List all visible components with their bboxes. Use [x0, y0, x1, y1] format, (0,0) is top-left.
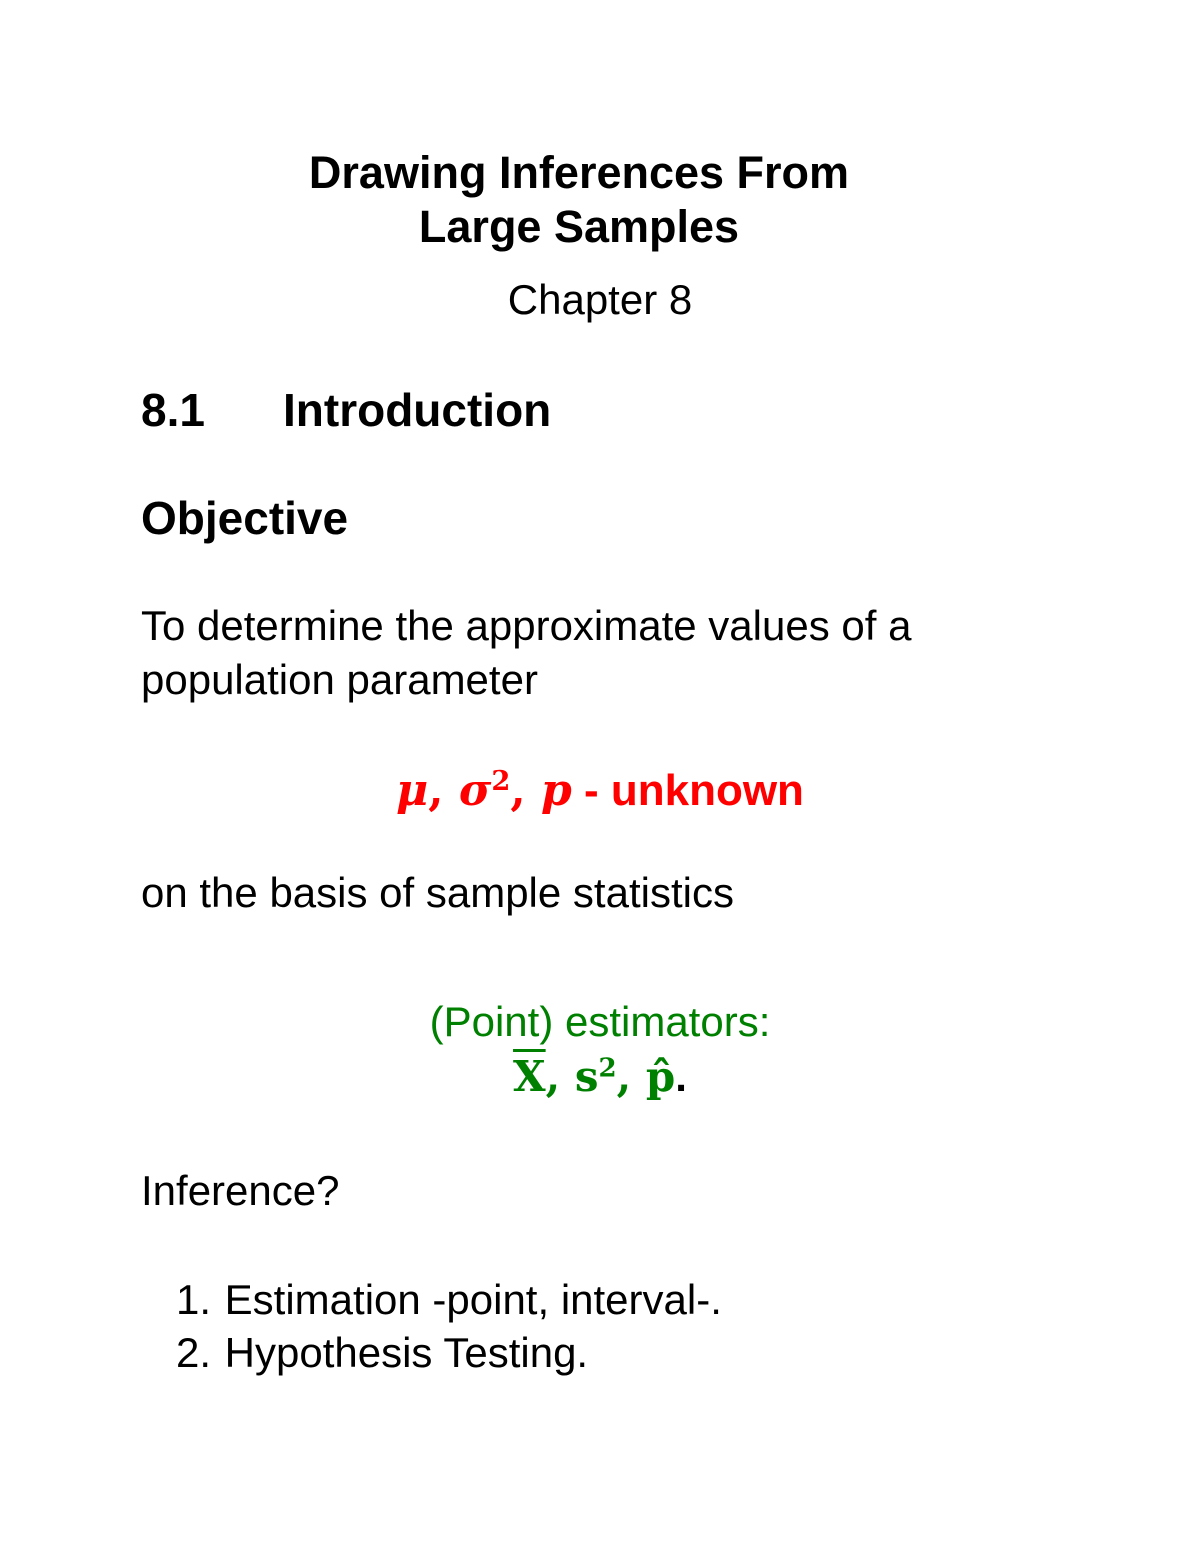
list-item — [141, 1329, 588, 1377]
basis-line: on the basis of sample statistics — [141, 869, 734, 916]
list-item-text: Hypothesis Testing. — [224, 1329, 589, 1376]
estimators-label: (Point) estimators: — [429, 998, 771, 1045]
estimators-symbols — [0, 1052, 1200, 1101]
mu-symbol: μ — [396, 765, 429, 816]
list-item — [141, 1276, 722, 1324]
inference-question: Inference? — [141, 1167, 340, 1214]
unknown-parameters — [0, 765, 1200, 816]
objective-line-2: population parameter — [141, 656, 538, 703]
section-number: 8.1 — [141, 384, 205, 436]
list-item-number: 1. — [175, 1276, 211, 1323]
sigma-exponent: 2 — [491, 765, 511, 797]
param-comma-1: , — [428, 765, 459, 816]
list-item-text: Estimation -point, interval-. — [224, 1276, 722, 1323]
list-item-number: 2. — [175, 1329, 211, 1376]
p-symbol: p — [540, 765, 572, 816]
objective-heading: Objective — [141, 492, 349, 544]
xbar-symbol: $\overline{X}$ — [513, 1052, 546, 1101]
estimators-period: . — [675, 1053, 687, 1100]
chapter-label: Chapter 8 — [507, 276, 693, 323]
s-symbol: s — [574, 1052, 599, 1101]
sigma-symbol: σ — [458, 765, 492, 816]
phat-symbol: p̂ — [645, 1052, 676, 1101]
objective-line-1: To determine the approximate values of a — [141, 602, 912, 649]
title-line-2: Large Samples — [418, 201, 740, 252]
section-title: Introduction — [283, 384, 552, 436]
param-comma-2: , — [510, 765, 541, 816]
estimator-comma-1: , — [545, 1052, 575, 1101]
title-line-1: Drawing Inferences From — [308, 147, 850, 198]
s-exponent: 2 — [598, 1053, 617, 1084]
estimator-comma-2: , — [616, 1052, 646, 1101]
unknown-label: - unknown — [571, 766, 804, 815]
